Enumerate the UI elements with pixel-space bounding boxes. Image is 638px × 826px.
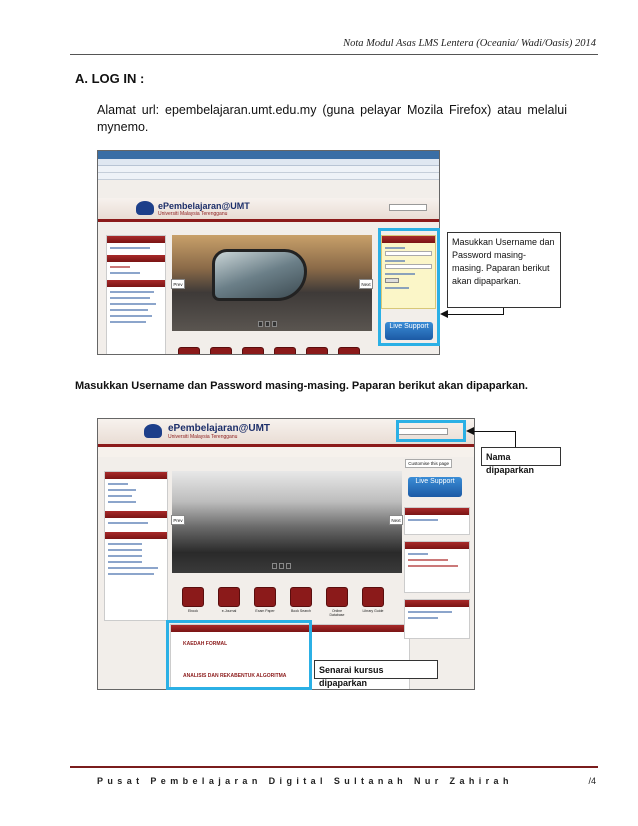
tile-label-book-search: Book Search xyxy=(290,609,312,613)
tile-label-ejournal: e-Journal xyxy=(221,609,237,613)
name-highlight-box xyxy=(396,420,466,442)
slider-dots-2 xyxy=(272,563,291,569)
header-rule xyxy=(70,54,598,55)
page-number: /4 xyxy=(588,776,596,786)
car-mirror-image xyxy=(212,249,307,301)
umt-logo-icon-2 xyxy=(144,424,162,438)
login-highlight-box xyxy=(378,228,440,346)
customise-button: Customise this page xyxy=(405,459,452,468)
tile-label-ebook: Ebook xyxy=(188,609,198,613)
courses-callout: Senarai kursus dipaparkan xyxy=(314,660,438,679)
left-sidebar-2 xyxy=(104,471,168,621)
site-name: ePembelajaran@UMT xyxy=(158,201,250,211)
tile-label-online-database: Online Database xyxy=(329,609,345,617)
tile-label-library-guide: Library Guide xyxy=(362,609,384,613)
intro-paragraph: Alamat url: epembelajaran.umt.edu.my (guna pelayar Mozila Firefox) atau melalui mynemo. xyxy=(97,103,567,134)
running-header: Nota Modul Asas LMS Lentera (Oceania/ Wadi/Oasis) 2014 xyxy=(343,38,596,49)
messages-block xyxy=(404,507,470,535)
course-item-2: ANALISIS DAN REKABENTUK ALGORITMA xyxy=(183,673,287,679)
browser-bookmarks-bar xyxy=(98,166,439,173)
course-item-1: KAEDAH FORMAL xyxy=(183,641,228,647)
slider-dots xyxy=(258,321,277,327)
left-sidebar xyxy=(106,235,166,355)
live-support-badge-2: Live Support xyxy=(408,477,462,497)
name-arrow-line xyxy=(474,431,516,432)
slider-next-button-2: Next xyxy=(389,515,403,525)
footer-text: Pusat Pembelajaran Digital Sultanah Nur Zahirah xyxy=(97,776,513,786)
image-slider xyxy=(172,235,372,331)
login-arrow-line xyxy=(447,314,503,315)
upcoming-events-block xyxy=(404,599,470,639)
footer-rule xyxy=(70,766,598,768)
language-select xyxy=(389,204,427,211)
name-arrow-head xyxy=(466,427,474,435)
browser-title-bar xyxy=(98,151,439,159)
online-users-block xyxy=(404,541,470,593)
image-slider-2 xyxy=(172,471,402,573)
site-name-2: ePembelajaran@UMT xyxy=(168,423,271,434)
browser-address-bar xyxy=(98,159,439,166)
slider-prev-button-2: Prev xyxy=(171,515,185,525)
login-callout: Masukkan Username dan Password masing-masing. Paparan berikut akan dipaparkan. xyxy=(447,232,561,308)
courses-highlight-box xyxy=(166,620,312,690)
site-banner xyxy=(98,198,439,222)
mid-caption: Masukkan Username dan Password masing-masing. Paparan berikut akan dipaparkan. xyxy=(75,380,528,392)
login-arrow-head xyxy=(440,310,448,318)
section-title: A. LOG IN : xyxy=(75,71,145,86)
tile-label-exam-paper: Exam Paper xyxy=(255,609,275,613)
slider-next-button: Next xyxy=(359,279,373,289)
live-support-badge: Live Support xyxy=(385,322,433,340)
browser-tab-bar xyxy=(98,173,439,180)
site-subtitle-2: Universiti Malaysia Terengganu xyxy=(168,434,238,440)
name-callout: Nama dipaparkan xyxy=(481,447,561,466)
site-subtitle: Universiti Malaysia Terengganu xyxy=(158,211,228,217)
slider-prev-button: Prev xyxy=(171,279,185,289)
umt-logo-icon xyxy=(136,201,154,215)
